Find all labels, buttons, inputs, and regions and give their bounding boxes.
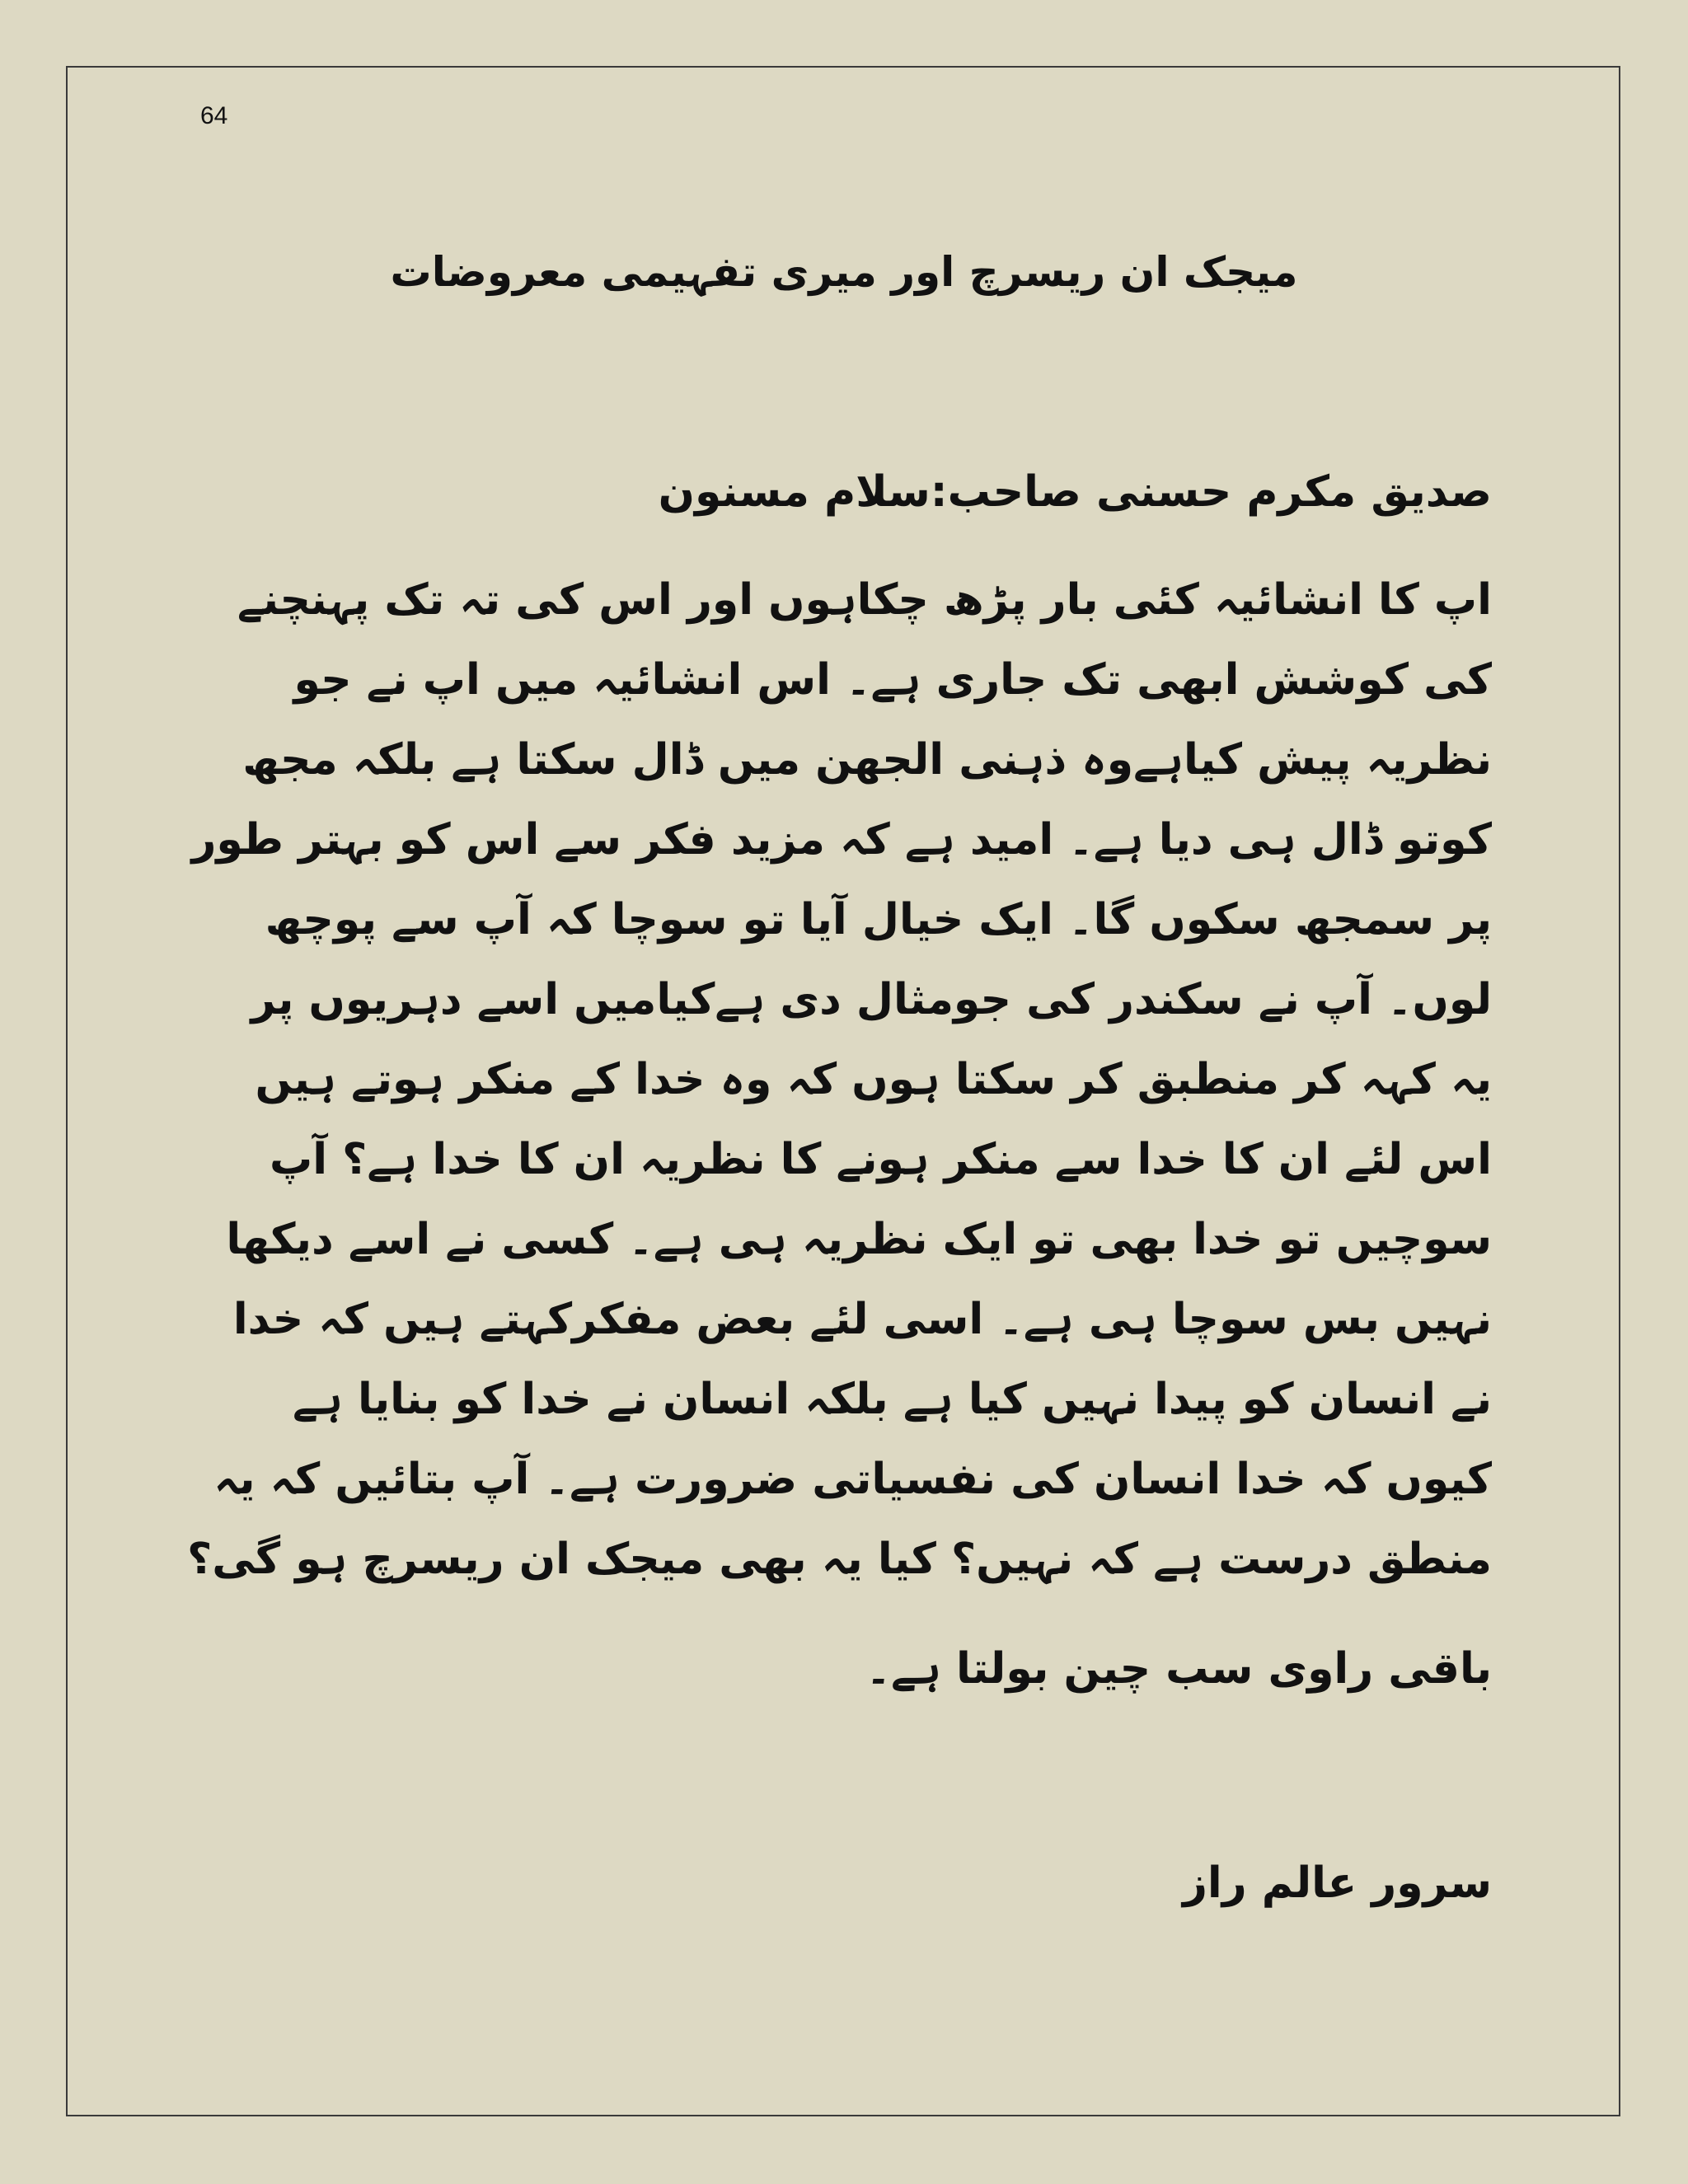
body-line: لوں۔ آپ نے سکندر کی جومثال دی ہےکیامیں اسے دہریوں پر <box>251 975 1492 1024</box>
body-line: یہ کہہ کر منطبق کر سکتا ہوں کہ وہ خدا کے منکر ہوتے ہیں <box>255 1055 1492 1104</box>
body-line: پر سمجھ سکوں گا۔ ایک خیال آیا تو سوچا کہ آپ سے پوچھ <box>265 895 1492 944</box>
letter-body <box>187 560 1492 1600</box>
body-line: منطق درست ہے کہ نہیں؟ کیا یہ بھی میجک ان ریسرچ ہو گی؟ <box>187 1535 1492 1584</box>
body-line: نے انسان کو پیدا نہیں کیا ہے بلکہ انسان نے خدا کو بنایا ہے <box>293 1375 1492 1424</box>
letter-signature: سرور عالم راز <box>1183 1858 1492 1908</box>
letter-closing: باقی راوی سب چین بولتا ہے۔ <box>865 1644 1492 1694</box>
body-line: نہیں بس سوچا ہی ہے۔ اسی لئے بعض مفکرکہتے ہیں کہ خدا <box>232 1295 1492 1344</box>
letter-salutation: صدیق مکرم حسنی صاحب:سلام مسنون <box>658 467 1492 517</box>
body-line: نظریہ پیش کیاہےوہ ذہنی الجھن میں ڈال سکتا ہے بلکہ مجھ <box>242 735 1492 785</box>
page-title: میجک ان ریسرچ اور میری تفہیمی معروضات <box>390 248 1298 296</box>
page-number: 64 <box>200 102 228 129</box>
body-line: اپ کا انشائیہ کئی بار پڑھ چکاہوں اور اس کی تہ تک پہنچنے <box>237 575 1492 625</box>
body-line: کیوں کہ خدا انسان کی نفسیاتی ضرورت ہے۔ آپ بتائیں کہ یہ <box>213 1455 1492 1504</box>
body-line: کوتو ڈال ہی دیا ہے۔ امید ہے کہ مزید فکر سے اس کو بہتر طور <box>191 815 1492 865</box>
body-line: کی کوشش ابھی تک جاری ہے۔ اس انشائیہ میں اپ نے جو <box>293 655 1492 705</box>
body-line: سوچیں تو خدا بھی تو ایک نظریہ ہی ہے۔ کسی نے اسے دیکھا <box>226 1215 1492 1264</box>
body-line: اس لئے ان کا خدا سے منکر ہونے کا نظریہ ان کا خدا ہے؟ آپ <box>269 1135 1492 1184</box>
